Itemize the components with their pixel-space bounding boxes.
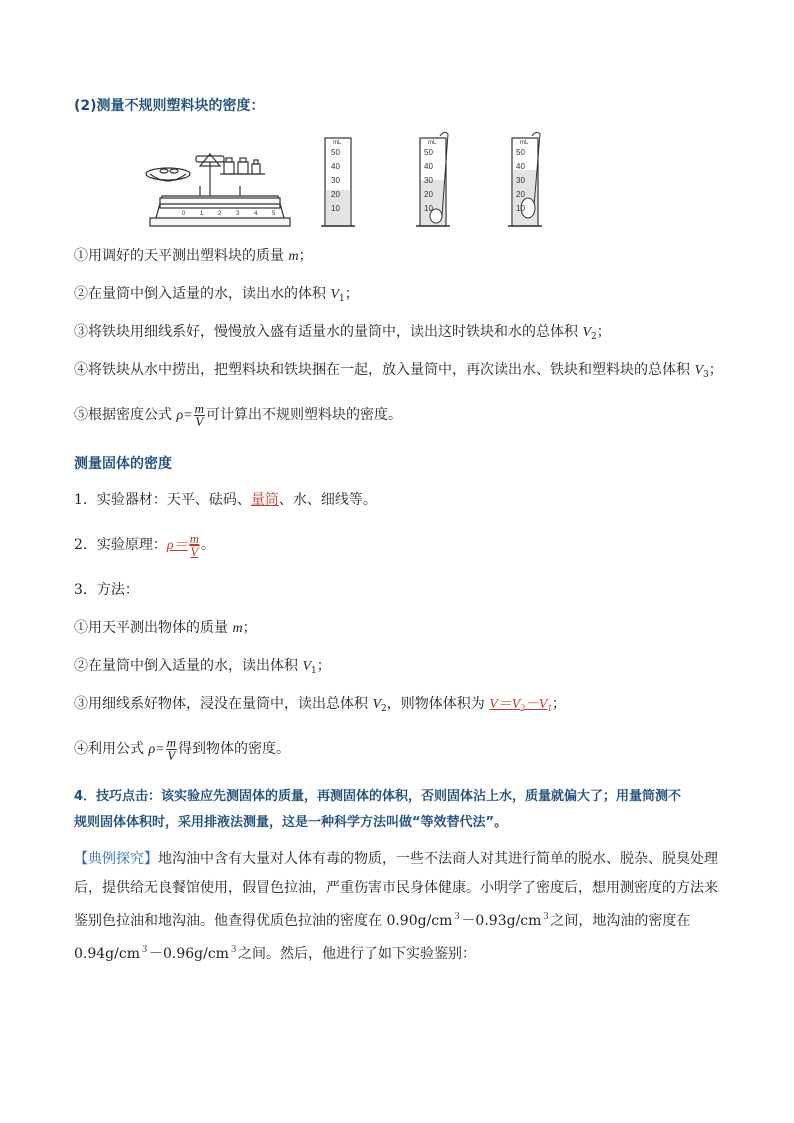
example-paragraph — [74, 845, 724, 969]
step-a-4 — [74, 360, 723, 385]
step-text: ； — [551, 696, 566, 712]
cylinder-tick: 30 — [516, 176, 525, 185]
step-text: 得到物体的密度。 — [178, 741, 291, 757]
variable: V — [372, 697, 382, 712]
variable: m — [232, 621, 243, 636]
cylinder-unit-label: mL — [428, 140, 437, 146]
step-a-5 — [74, 402, 402, 429]
scale-tick: 1 — [200, 211, 204, 217]
step-text: ②在量筒中倒入适量的水，读出水的体积 — [74, 286, 331, 302]
step-text: ； — [316, 658, 331, 674]
item-text: 、水、细线等。 — [278, 492, 377, 508]
subscript: 2 — [381, 704, 387, 714]
step-a-3 — [74, 322, 611, 347]
subscript: 3 — [703, 370, 709, 380]
step-text: ①用天平测出物体的质量 — [74, 620, 233, 636]
example-line-3: 鉴别色拉油和地沟油。他查得优质色拉油的密度在 $0.90g/cm^3-0.93g/cm^3$之间，地沟油的密度在 — [74, 912, 691, 929]
example-tag: 【典例探究】 — [74, 851, 158, 867]
answer-formula: $V=V_2-V_1$ — [489, 697, 552, 713]
answer-highlight: 量筒 — [250, 492, 279, 508]
item-3: 3．方法： — [74, 582, 139, 598]
step-a-1 — [74, 246, 313, 267]
example-line-1: 【典例探究】地沟油中含有大量对人体有毒的物质，一些不法商人对其进行简单的脱水、脱杂、脱臭处理 — [74, 851, 718, 867]
cylinder-tick: 50 — [516, 148, 525, 157]
tip-line-1: 4．技巧点击：该实验应先测固体的质量，再测固体的体积，否则固体沾上水，质量就偏大了；用量筒测不 — [74, 789, 682, 804]
apparatus-illustration — [140, 126, 560, 236]
step-text: 可计算出不规则塑料块的密度。 — [206, 407, 403, 423]
step-text: ①用调好的天平测出塑料块的质量 — [74, 248, 289, 264]
item-text: 。 — [201, 537, 216, 553]
subscript: 2 — [591, 332, 597, 342]
scale-tick: 2 — [218, 211, 222, 217]
variable: m — [288, 249, 299, 264]
formula-rho: ρ= — [148, 742, 165, 757]
step-b-2 — [74, 656, 331, 681]
step-b-1 — [74, 618, 257, 639]
cylinder-tick: 40 — [516, 162, 525, 171]
cylinder-unit-label: mL — [333, 140, 342, 146]
step-text: ； — [242, 620, 257, 636]
cylinder-tick: 20 — [516, 190, 525, 199]
subscript: 1 — [339, 294, 345, 304]
formula-rho: ρ＝ — [166, 538, 188, 553]
item-text: 1．实验器材：天平、砝码、 — [74, 492, 251, 508]
cylinder-tick: 50 — [331, 148, 340, 157]
step-b-4 — [74, 736, 290, 763]
apparatus-figure — [140, 126, 560, 236]
cylinder-unit-label: mL — [520, 140, 529, 146]
cylinder-2-icon — [416, 132, 450, 226]
cylinder-tick: 50 — [424, 148, 433, 157]
scale-tick: 4 — [254, 211, 258, 217]
step-text: ④利用公式 — [74, 741, 149, 757]
cylinder-1-icon — [321, 138, 355, 226]
cylinder-tick: 40 — [424, 162, 433, 171]
cylinder-3-icon — [508, 132, 542, 226]
cylinder-tick: 30 — [424, 176, 433, 185]
step-text: ，则物体体积为 — [386, 696, 490, 712]
fraction-m-over-v: $\frac{m}{V}$ — [194, 400, 205, 429]
scale-tick: 5 — [272, 211, 276, 217]
cylinder-tick: 10 — [516, 204, 525, 213]
formula-rho: ρ= — [176, 408, 193, 423]
item-text: 2．实验原理： — [74, 537, 167, 553]
step-text: ； — [708, 362, 723, 378]
tip-line-2: 规则固体体积时，采用排液法测量，这是一种科学方法叫做“等效替代法”。 — [74, 815, 508, 830]
step-text: ④将铁块从水中捞出，把塑料块和铁块捆在一起，放入量筒中，再次读出水、铁块和塑料块的总体积 — [74, 362, 695, 378]
balance-scale-ticks — [182, 211, 276, 217]
section-heading: 测量固体的密度 — [74, 456, 172, 472]
item-1 — [74, 490, 377, 510]
cylinder-tick: 20 — [331, 190, 340, 199]
variable: V — [582, 325, 592, 340]
step-text: ； — [596, 324, 611, 340]
cylinder-tick: 40 — [331, 162, 340, 171]
example-line-4: $0.94g/cm^3-0.96g/cm^3$之间。然后，他进行了如下实验鉴别： — [74, 945, 476, 962]
fraction-m-over-v: $\frac{m}{V}$ — [166, 734, 177, 763]
scale-tick: 3 — [236, 211, 240, 217]
variable: V — [330, 287, 340, 302]
cylinder-tick: 10 — [331, 204, 340, 213]
section2-title: (2)测量不规则塑料块的密度： — [74, 98, 265, 114]
example-line-2: 后，提供给无良餐馆使用，假冒色拉油，严重伤害市民身体健康。小明学了密度后，想用测密度的方法来 — [74, 880, 718, 896]
step-a-2 — [74, 284, 359, 309]
step-text: ； — [344, 286, 359, 302]
cylinder-tick: 10 — [424, 204, 433, 213]
step-text: ⑤根据密度公式 — [74, 407, 177, 423]
cylinder-tick: 30 — [331, 176, 340, 185]
scale-tick: 0 — [182, 211, 186, 217]
step-b-3 — [74, 694, 566, 719]
variable: V — [694, 363, 704, 378]
step-text: ③将铁块用细线系好，慢慢放入盛有适量水的量筒中，读出这时铁块和水的总体积 — [74, 324, 583, 340]
subscript: 1 — [311, 666, 317, 676]
fraction-m-over-v: $\frac{m}{V}$ — [189, 530, 200, 559]
item-2 — [74, 532, 215, 559]
cylinder-tick: 20 — [424, 190, 433, 199]
step-text: ③用细线系好物体，浸没在量筒中，读出总体积 — [74, 696, 373, 712]
step-text: ； — [298, 248, 313, 264]
step-text: ②在量筒中倒入适量的水，读出体积 — [74, 658, 303, 674]
variable: V — [302, 659, 312, 674]
